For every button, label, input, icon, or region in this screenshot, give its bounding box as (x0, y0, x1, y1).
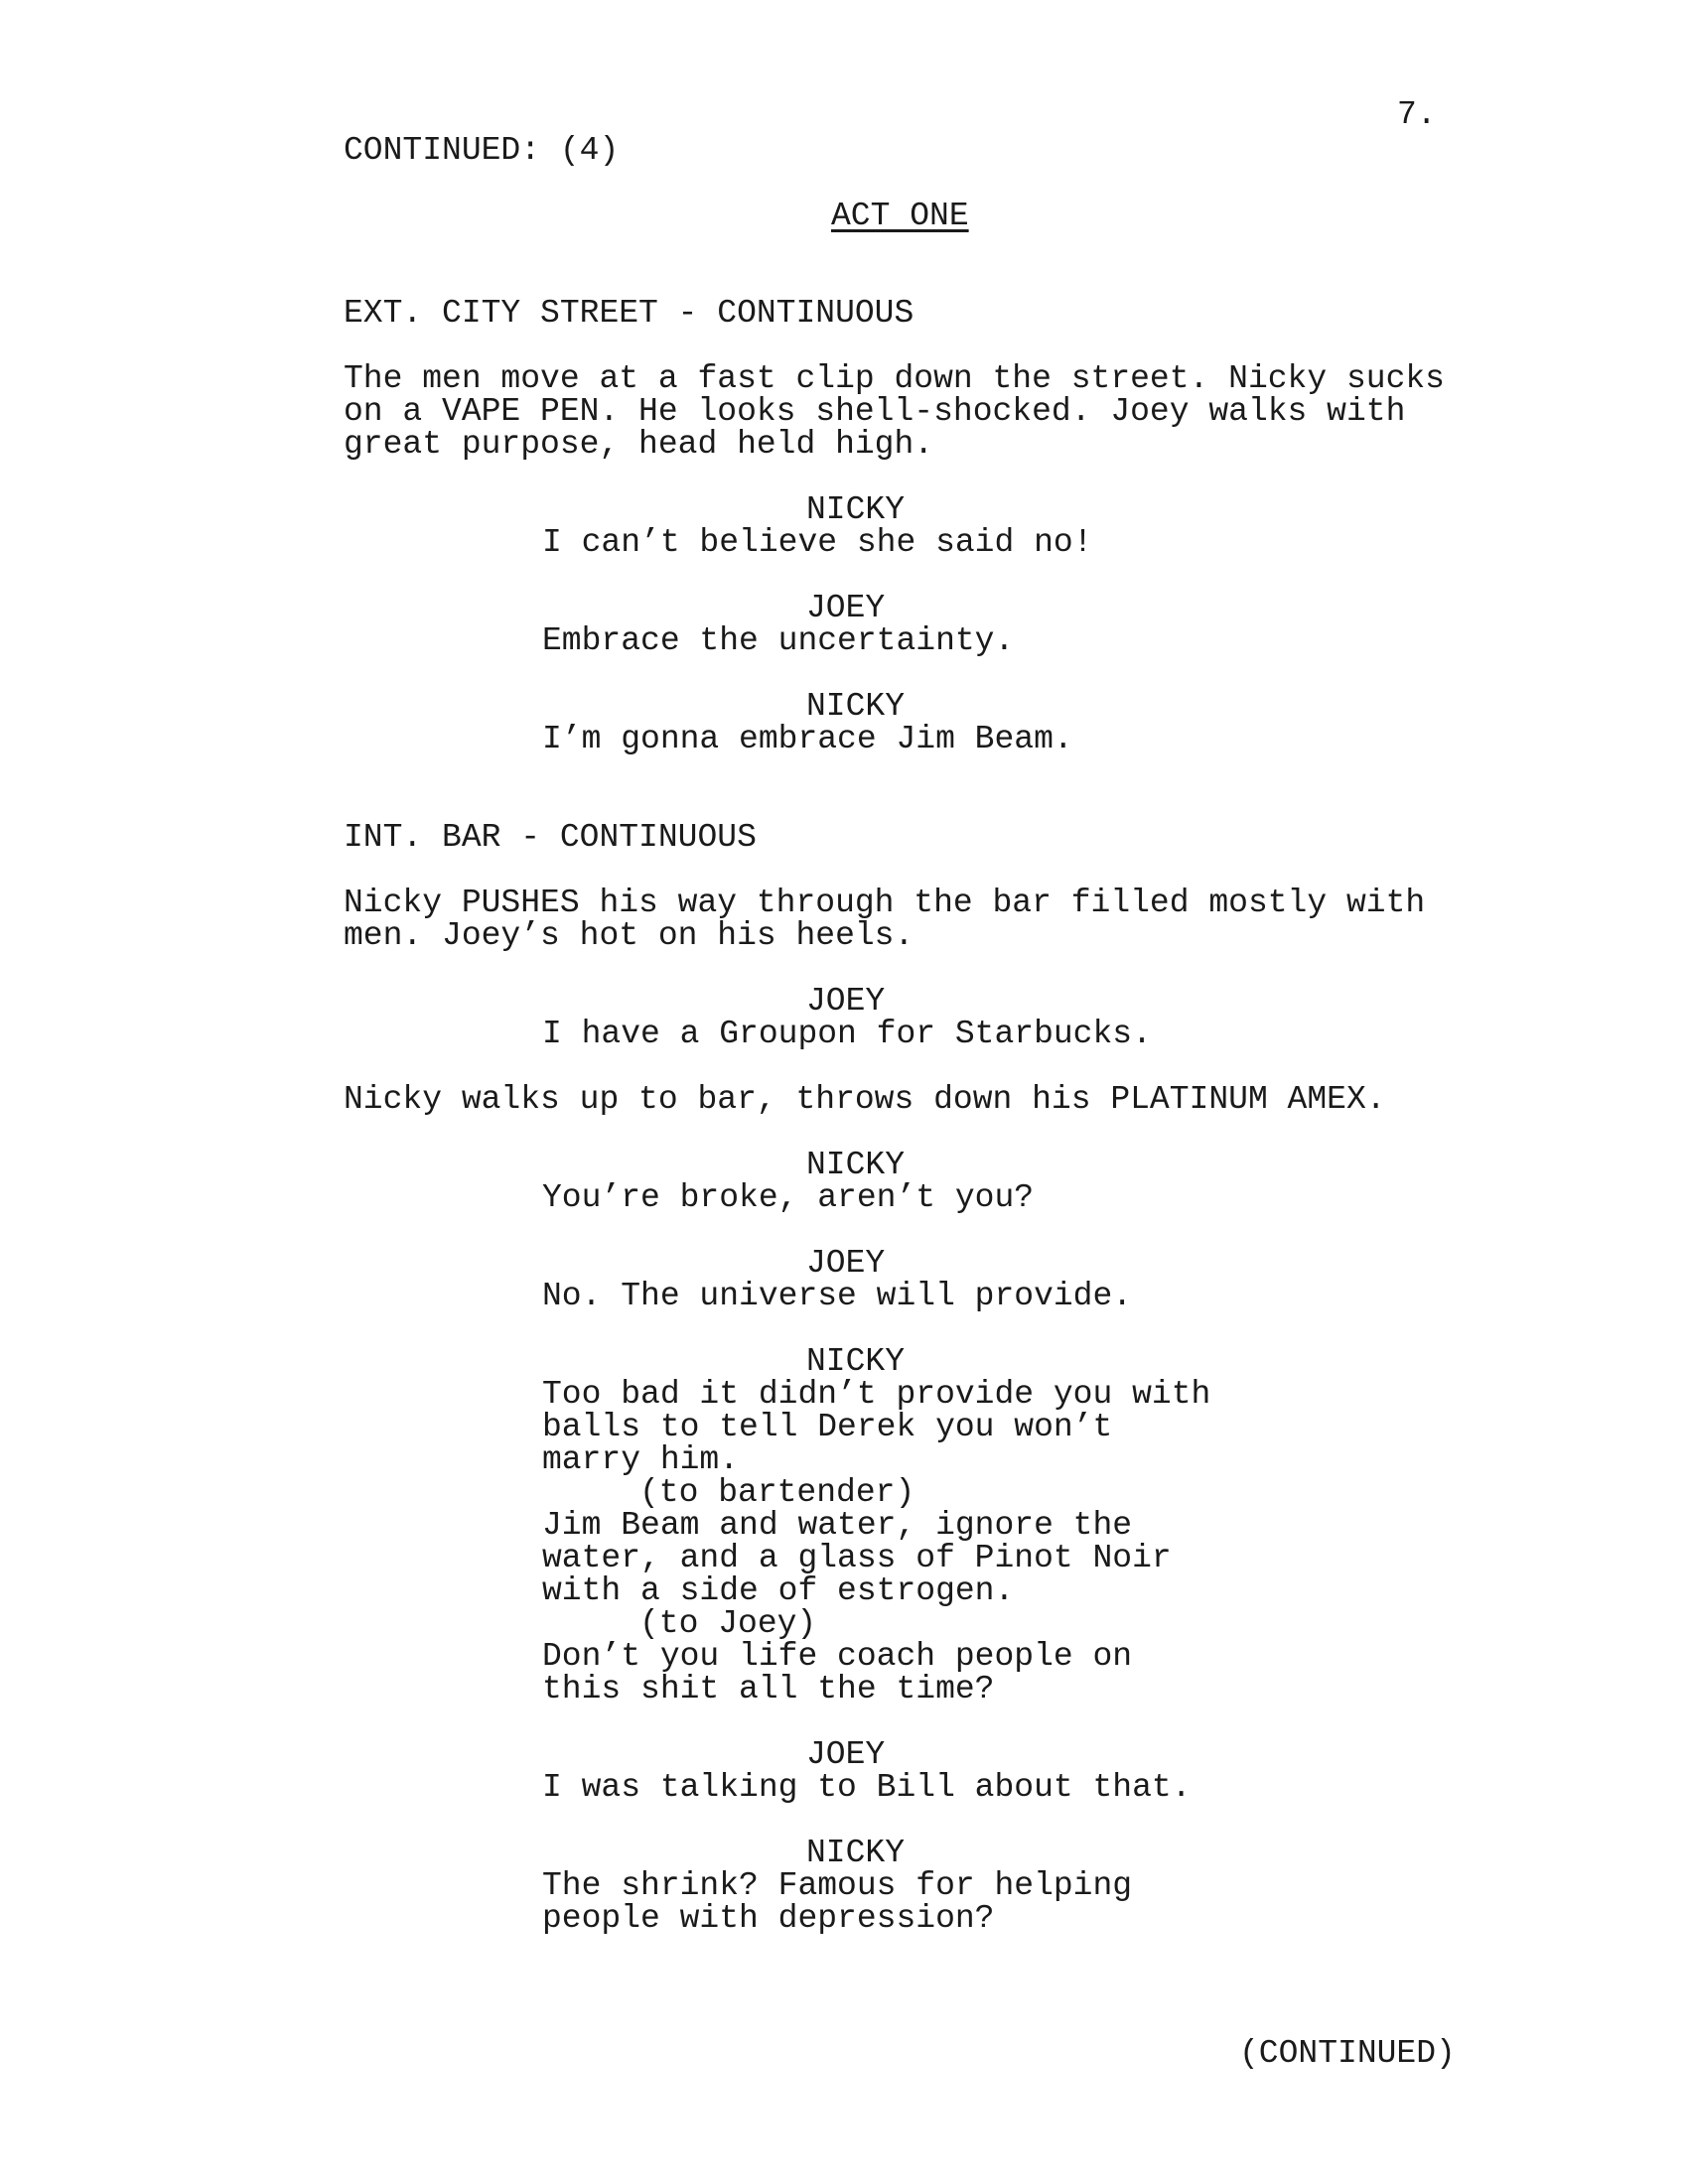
character-name: NICKY (806, 1343, 906, 1380)
dialogue-line: Don’t you life coach people on (542, 1638, 1133, 1675)
action-line: on a VAPE PEN. He looks shell-shocked. Joey walks with (344, 393, 1406, 430)
character-name: NICKY (806, 1835, 906, 1871)
continued-footer: (CONTINUED) (1239, 2035, 1456, 2072)
character-name: NICKY (806, 491, 906, 528)
parenthetical: (to Joey) (639, 1605, 817, 1642)
dialogue-line: I was talking to Bill about that. (542, 1769, 1192, 1806)
action-line: Nicky PUSHES his way through the bar filled mostly with (344, 885, 1426, 921)
dialogue-line: Embrace the uncertainty. (542, 622, 1015, 659)
dialogue-line: balls to tell Derek you won’t (542, 1409, 1113, 1445)
action-line: Nicky walks up to bar, throws down his PLATINUM AMEX. (344, 1081, 1386, 1118)
action-line: The men move at a fast clip down the street. Nicky sucks (344, 360, 1445, 397)
dialogue-line: people with depression? (542, 1900, 995, 1937)
dialogue-line: Jim Beam and water, ignore the (542, 1507, 1133, 1544)
dialogue-line: I’m gonna embrace Jim Beam. (542, 721, 1073, 757)
dialogue-line: No. The universe will provide. (542, 1278, 1133, 1314)
parenthetical: (to bartender) (639, 1474, 915, 1511)
dialogue-line: with a side of estrogen. (542, 1572, 1015, 1609)
dialogue-line: I can’t believe she said no! (542, 524, 1093, 561)
scene-heading: EXT. CITY STREET - CONTINUOUS (344, 295, 914, 332)
character-name: JOEY (806, 1245, 886, 1282)
dialogue-line: this shit all the time? (542, 1671, 995, 1707)
dialogue-line: You’re broke, aren’t you? (542, 1179, 1035, 1216)
action-line: men. Joey’s hot on his heels. (344, 917, 914, 954)
page-number: 7. (1397, 96, 1437, 133)
dialogue-line: Too bad it didn’t provide you with (542, 1376, 1211, 1413)
act-heading: ACT ONE (831, 198, 969, 234)
character-name: JOEY (806, 983, 886, 1020)
character-name: JOEY (806, 1736, 886, 1773)
dialogue-line: water, and a glass of Pinot Noir (542, 1540, 1172, 1576)
dialogue-line: I have a Groupon for Starbucks. (542, 1016, 1152, 1052)
dialogue-line: The shrink? Famous for helping (542, 1867, 1133, 1904)
character-name: NICKY (806, 1147, 906, 1183)
action-line: great purpose, head held high. (344, 426, 934, 463)
character-name: JOEY (806, 590, 886, 626)
scene-heading: INT. BAR - CONTINUOUS (344, 819, 757, 856)
continued-header: CONTINUED: (4) (344, 132, 620, 169)
character-name: NICKY (806, 688, 906, 725)
dialogue-line: marry him. (542, 1441, 740, 1478)
